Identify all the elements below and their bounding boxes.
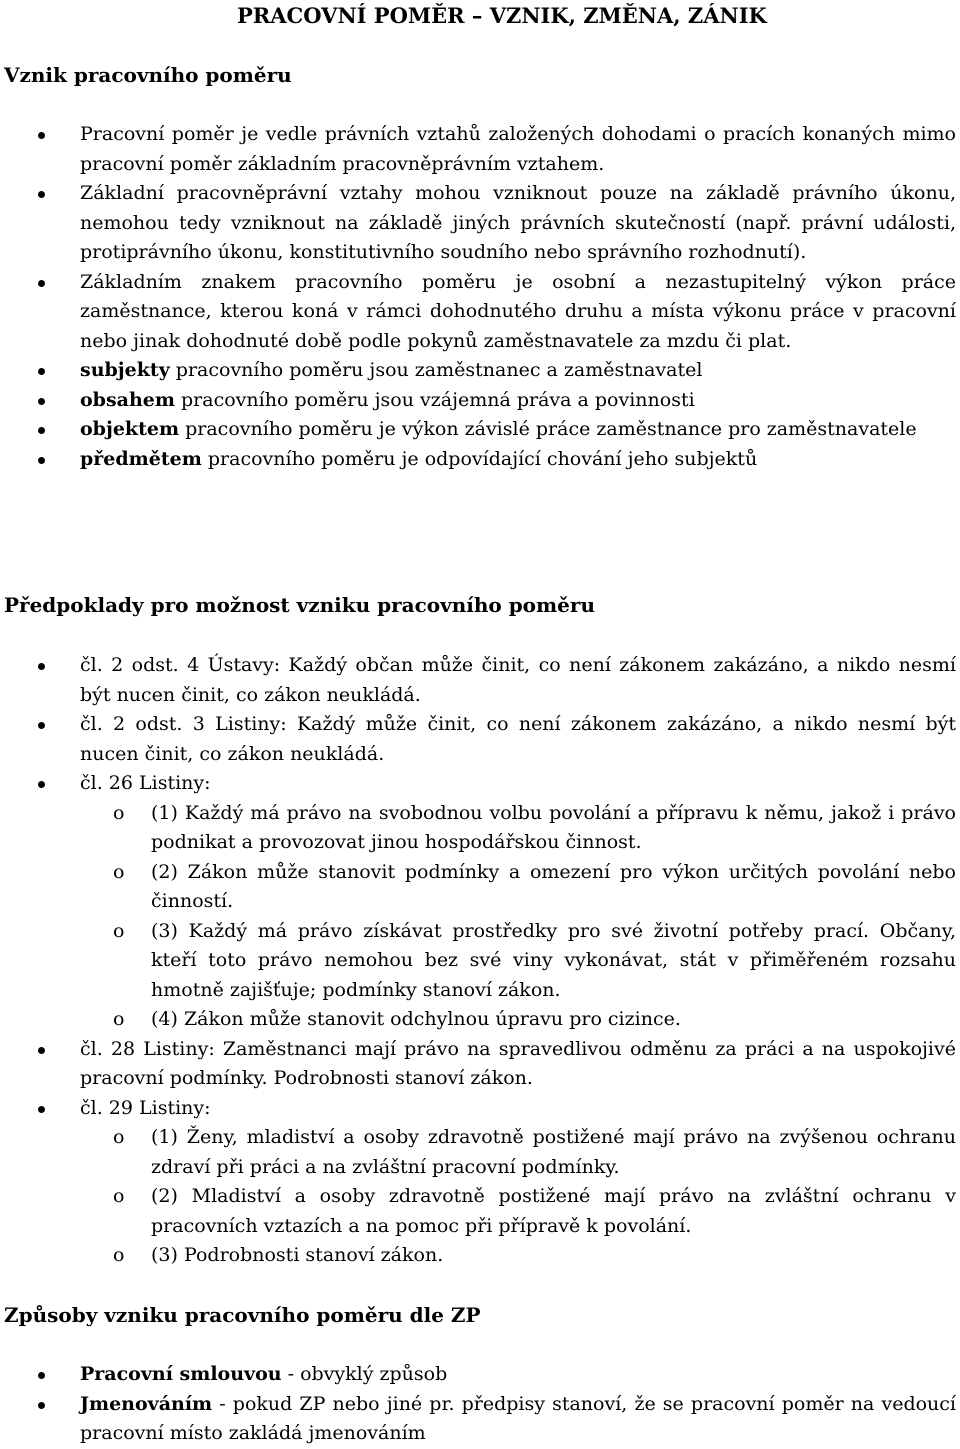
section1-list: [0, 120, 960, 474]
section-heading-zpusoby: Způsoby vzniku pracovního poměru dle ZP: [4, 1303, 481, 1327]
bullet-icon: [38, 132, 45, 139]
sub-list-item: [76, 1005, 956, 1035]
bullet-icon: [38, 191, 45, 198]
list-item-text: čl. 28 Listiny: Zaměstnanci mají právo na spravedlivou odměnu za práci a na uspokojivé pracovní podmínky. Podrobnosti stanoví zákon.: [80, 1037, 956, 1089]
section-heading-vznik: Vznik pracovního poměru: [4, 63, 292, 87]
sub-list-item-text: (3) Podrobnosti stanoví zákon.: [151, 1244, 444, 1266]
sub-list-item-text: (1) Ženy, mladiství a osoby zdravotně postižené mají právo na zvýšenou ochranu zdraví při práci a na zvláštní pracovní podmínky.: [151, 1126, 956, 1178]
bullet-icon: [38, 663, 45, 670]
list-item-text: - obvyklý způsob: [281, 1363, 448, 1385]
circle-bullet-icon: o: [113, 1185, 125, 1207]
circle-bullet-icon: o: [113, 1244, 125, 1266]
bullet-icon: [38, 781, 45, 788]
sub-list-item: [76, 1241, 956, 1271]
list-item-term: obsahem: [80, 388, 175, 411]
list-item-term: Jmenováním: [80, 1392, 213, 1415]
list-item-text: čl. 29 Listiny:: [80, 1096, 211, 1119]
bullet-icon: [38, 427, 45, 434]
list-item-text: pracovního poměru jsou zaměstnanec a zaměstnavatel: [169, 359, 703, 381]
bullet-icon: [38, 1106, 45, 1113]
sub-list: [76, 799, 956, 1035]
circle-bullet-icon: o: [113, 919, 125, 942]
bullet-icon: [38, 1402, 45, 1409]
bullet-icon: [38, 1047, 45, 1054]
list-item-term: subjekty: [80, 359, 170, 381]
list-item: [0, 120, 960, 179]
list-item: [0, 415, 960, 445]
list-item: [0, 386, 960, 416]
section3-list: [0, 1360, 960, 1449]
section-heading-predpoklady: Předpoklady pro možnost vzniku pracovního poměru: [4, 593, 595, 617]
bullet-icon: [38, 722, 45, 729]
list-item-text: pracovního poměru je výkon závislé práce zaměstnance pro zaměstnavatele: [179, 418, 917, 440]
list-item: [0, 356, 960, 386]
list-item-term: objektem: [80, 418, 180, 440]
sub-list-item-text: (4) Zákon může stanovit odchylnou úpravu pro cizince.: [151, 1008, 681, 1030]
list-item: [0, 1360, 960, 1390]
list-item-text: Základní pracovněprávní vztahy mohou vzniknout pouze na základě právního úkonu, nemohou tedy vzniknout na základě jiných právních skutečností (např. právní události, protiprávního úkonu, konstitutivního soudního nebo správního rozhodnutí).: [80, 182, 956, 263]
sub-list-item-text: (2) Mladiství a osoby zdravotně postižené mají právo na zvláštní ochranu v pracovních vztazích a na pomoc při přípravě k povolání.: [151, 1185, 956, 1237]
list-item: [0, 651, 960, 710]
bullet-icon: [38, 1372, 45, 1379]
list-item-text: pracovního poměru je odpovídající chování jeho subjektů: [201, 447, 758, 470]
sub-list-item-text: (3) Každý má právo získávat prostředky pro své životní potřeby prací. Občany, kteří toto právo nemohou bez své viny vykonávat, stát v přiměřeném rozsahu hmotně zajišťuje; podmínky stanoví zákon.: [151, 919, 956, 1001]
list-item: [0, 710, 960, 769]
list-item-text: čl. 2 odst. 3 Listiny: Každý může činit, co není zákonem zakázáno, a nikdo nesmí být nucen činit, co zákon neukládá.: [80, 713, 956, 765]
sub-list-item: [76, 1182, 956, 1241]
sub-list: [76, 1123, 956, 1271]
list-item-text: pracovního poměru jsou vzájemná práva a povinnosti: [174, 388, 695, 411]
sub-list-item: [76, 799, 956, 858]
list-item-term: Pracovní smlouvou: [80, 1363, 282, 1385]
list-item-text: Základním znakem pracovního poměru je osobní a nezastupitelný výkon práce zaměstnance, kterou koná v rámci dohodnutého druhu a místa výkonu práce v pracovní nebo jinak dohodnuté době podle pokynů zaměstnavatele za mzdu či plat.: [80, 270, 956, 352]
circle-bullet-icon: o: [113, 860, 125, 883]
list-item: [0, 769, 960, 1035]
list-item-text: čl. 26 Listiny:: [80, 772, 211, 794]
circle-bullet-icon: o: [113, 801, 125, 824]
bullet-icon: [38, 457, 45, 464]
sub-list-item: [76, 858, 956, 917]
sub-list-item-text: (2) Zákon může stanovit podmínky a omezení pro výkon určitých povolání nebo činností.: [151, 860, 956, 912]
bullet-icon: [38, 398, 45, 405]
list-item: [0, 179, 960, 268]
bullet-icon: [38, 368, 45, 375]
circle-bullet-icon: o: [113, 1126, 125, 1148]
sub-list-item: [76, 1123, 956, 1182]
list-item-text: Pracovní poměr je vedle právních vztahů založených dohodami o pracích konaných mimo pracovní poměr základním pracovněprávním vztahem.: [80, 123, 956, 175]
bullet-icon: [38, 280, 45, 287]
document-title: PRACOVNÍ POMĚR – VZNIK, ZMĚNA, ZÁNIK: [237, 3, 767, 28]
sub-list-item: [76, 917, 956, 1006]
list-item: [0, 1094, 960, 1271]
section2-list: [0, 651, 960, 1271]
circle-bullet-icon: o: [113, 1008, 125, 1030]
list-item-text: - pokud ZP nebo jiné pr. předpisy stanoví, že se pracovní poměr na vedoucí pracovní místo zakládá jmenováním: [80, 1392, 956, 1444]
list-item: [0, 1035, 960, 1094]
list-item-text: čl. 2 odst. 4 Ústavy: Každý občan může činit, co není zákonem zakázáno, a nikdo nesmí být nucen činit, co zákon neukládá.: [80, 654, 956, 706]
list-item: [0, 268, 960, 357]
sub-list-item-text: (1) Každý má právo na svobodnou volbu povolání a přípravu k němu, jakož i právo podnikat a provozovat jinou hospodářskou činnost.: [151, 801, 956, 853]
list-item: [0, 445, 960, 475]
list-item-term: předmětem: [80, 447, 202, 470]
list-item: [0, 1390, 960, 1449]
